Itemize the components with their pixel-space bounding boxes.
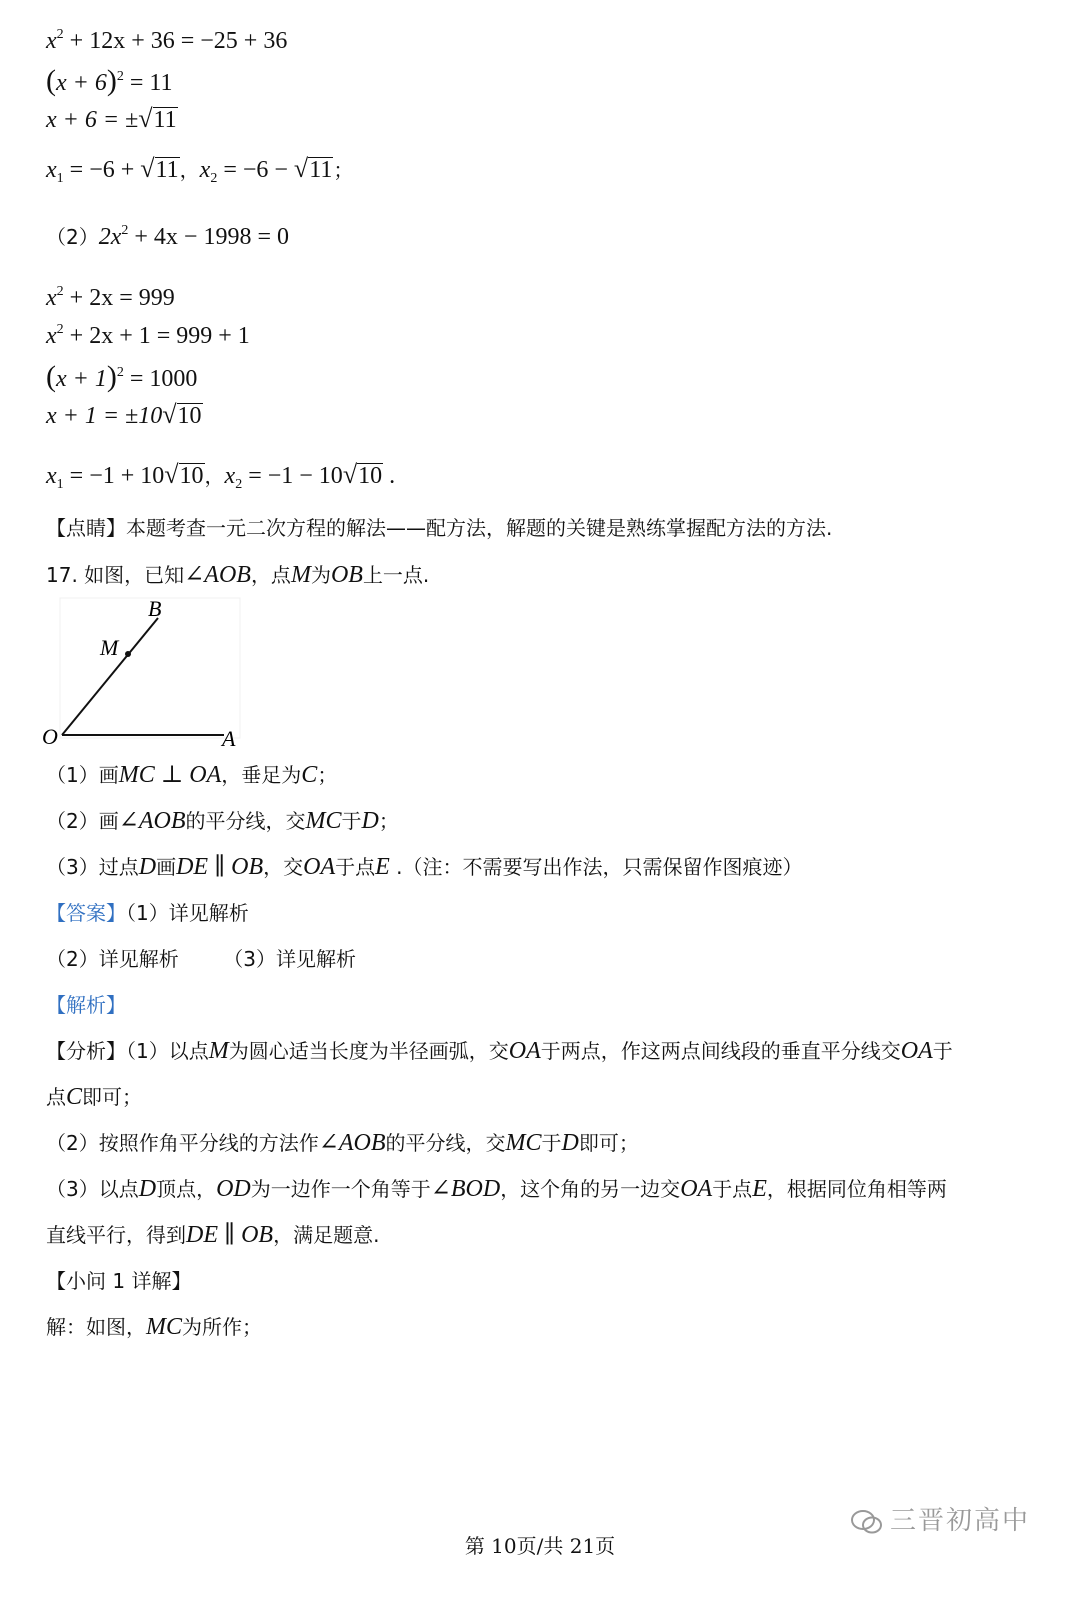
label-b: B (148, 596, 162, 621)
label-o: O (42, 724, 58, 749)
analysis-tag: 【解析】 (46, 993, 126, 1017)
fenxi-line-2: （2）按照作角平分线的方法作∠AOB的平分线，交MC于D即可； (46, 1130, 639, 1156)
equation-line: $x^2 + 2x + 1 = 999 + 1$ (46, 322, 250, 349)
answer-line-2: （2）详见解析 （3）详见解析 (46, 947, 356, 971)
label-a: A (222, 726, 236, 751)
equation-line: $x_1 = -6 + √11$，$x_2 = -6 - √11$； (46, 154, 354, 186)
watermark: 三晋初高中 (850, 1500, 1030, 1537)
fenxi-line-3b: 直线平行，得到DE ∥ OB，满足题意. (46, 1222, 380, 1248)
xiaowen-heading: 【小问 1 详解】 (46, 1269, 192, 1293)
fenxi-line-3: （3）以点D顶点，OD为一边作一个角等于∠BOD，这个角的另一边交OA于点E，根据同位角相等两 (46, 1176, 947, 1202)
answer-line: 【答案】（1）详见解析 (46, 901, 249, 925)
dianjing-note: 【点睛】本题考查一元二次方程的解法——配方法，解题的关键是熟练掌握配方法的方法. (46, 516, 833, 540)
equation-line: $x^2 + 2x = 999$ (46, 284, 175, 311)
sub-question-2: （2）画∠AOB的平分线，交MC于D； (46, 808, 399, 834)
equation-line: x + 6 = ±√11 (46, 104, 177, 133)
equation-line: $(x + 6)^2 = 11$ (46, 64, 173, 97)
point-m (125, 651, 131, 657)
sub-question-1: （1）画MC ⊥ OA，垂足为C； (46, 762, 338, 788)
angle-aob-figure (40, 596, 260, 756)
radical: √11 (138, 104, 177, 133)
equation-line: $(x + 1)^2 = 1000$ (46, 360, 198, 393)
fenxi-line-1b: 点C即可； (46, 1084, 143, 1110)
equation-line: $(2)2x^2 + 4x - 1998 = 0$ (46, 223, 289, 250)
equation-line: $x_1 = -1 + 10√10$，$x_2 = -1 - 10√10$ . (46, 460, 396, 492)
question-17: 17. 如图，已知∠AOB，点M为OB上一点. (46, 562, 430, 588)
fenxi-line-1: 【分析】（1）以点M为圆心适当长度为半径画弧，交OA于两点，作这两点间线段的垂直平分线交OA于 (46, 1038, 953, 1064)
sub-question-3: （3）过点D画DE ∥ OB，交OA于点E .（注：不需要写出作法，只需保留作图痕迹） (46, 854, 803, 880)
label-m: M (100, 635, 119, 660)
equation-line: $x^2 + 12x + 36 = -25 + 36$ (46, 27, 288, 54)
page-footer: 第 10页/共 21页 (464, 1534, 616, 1558)
solution-line: 解：如图，MC为所作； (46, 1314, 262, 1340)
equation-line: x + 1 = ±10√10 (46, 400, 202, 429)
